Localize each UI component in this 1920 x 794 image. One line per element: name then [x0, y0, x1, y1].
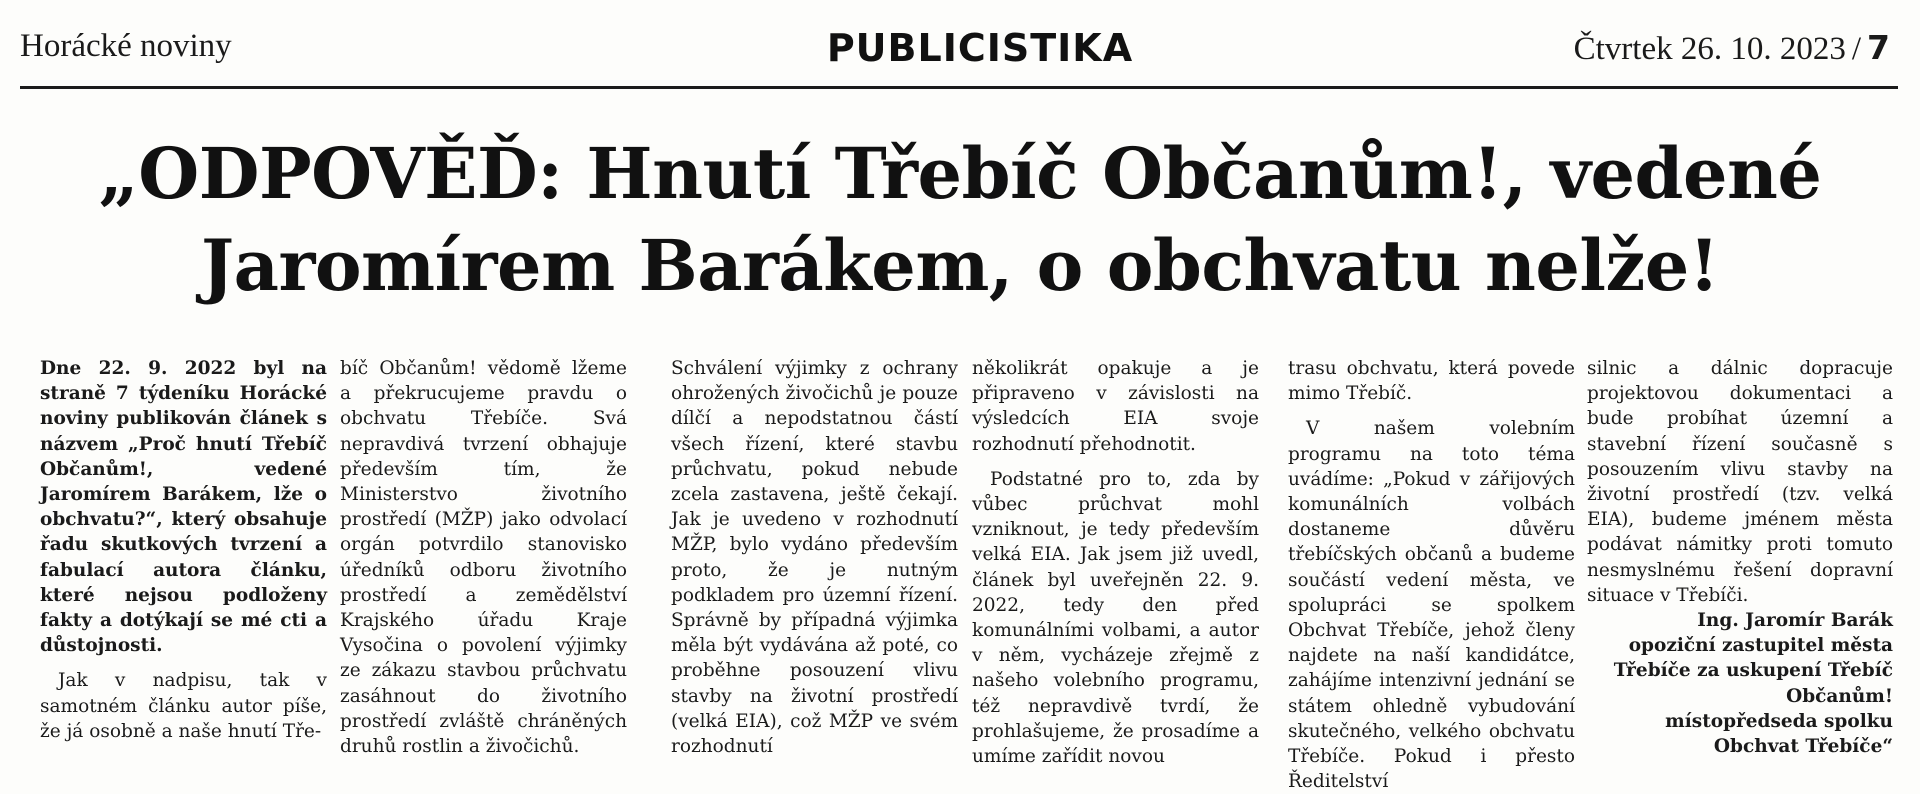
paragraph: Podstatné pro to, zda by vůbec průchvat mohl vzniknout, je tedy především velká EIA. Jak jsem již uvedl, článek byl uveřejněn 22. 9. 2022, tedy den před komunálními volbami, a autor v něm, vycházeje zřejmě z našeho volebního programu, též nepravdivě tvrdí, že prohlašujeme, že prosadíme a umíme zařídit novou: [972, 468, 1259, 768]
column-5: [1288, 356, 1575, 794]
article-headline: [20, 128, 1900, 312]
author-name: Ing. Jaromír Barák: [1697, 610, 1893, 632]
page-header: [20, 22, 1900, 82]
paragraph: trasu obchvatu, která povede mimo Třebíč.: [1288, 358, 1575, 405]
column-4: [972, 356, 1259, 769]
paragraph: Jak v nadpisu, tak v samotném článku autor píše, že já osobně a naše hnutí Tře-: [40, 670, 327, 742]
article-body: [40, 356, 1910, 793]
author-role: opoziční zastupitel města Třebíče za uskupení Třebíč Občanům!: [1613, 635, 1893, 707]
lead-paragraph: Dne 22. 9. 2022 byl na straně 7 týdeníku Horácké noviny publikován článek s názvem „Proč hnutí Třebíč Občanům!, vedené Jaromírem Barákem, lže o obchvatu?“, který obsahuje řadu skutkových tvrzení a fabulací autora článku, které nejsou podloženy fakty a dotýkají se mé cti a důstojnosti.: [40, 358, 327, 657]
paragraph: silnic a dálnic dopracuje projektovou dokumentaci a bude probíhat územní a stavební řízení současně s posouzením vlivu stavby na životní prostředí (tzv. velká EIA), budeme jménem města podávat námitky proti tomuto nesmyslnému řešení dopravní situace v Třebíči.: [1587, 358, 1893, 606]
paragraph: několikrát opakuje a je připraveno v závislosti na výsledcích EIA svoje rozhodnutí přehodnotit.: [972, 358, 1259, 455]
column-6: [1587, 356, 1893, 759]
newspaper-name: Horácké noviny: [20, 28, 232, 64]
section-title: PUBLICISTIKA: [826, 26, 1134, 70]
header-separator: /: [1851, 31, 1862, 67]
column-2: [340, 356, 627, 759]
issue-date: Čtvrtek 26. 10. 2023: [1573, 31, 1846, 67]
page-number: 7: [1867, 28, 1890, 67]
date-and-page: [1574, 28, 1890, 68]
author-role: místopředseda spolku Obchvat Třebíče“: [1665, 710, 1893, 758]
headline-line-1: „ODPOVĚĎ: Hnutí Třebíč Občanům!, vedené: [98, 132, 1822, 215]
header-rule: [20, 86, 1898, 89]
paragraph: V našem volebním programu na toto téma uvádíme: „Pokud v zářijových komunálních volbách dostaneme důvěru třebíčských občanů a budeme součástí vedení města, ve spolupráci se spolkem Obchvat Třebíče, jehož členy najdete na naší kandidátce, zahájíme intenzivní jednání se státem ohledně vybudování skutečného, velkého obchvatu Třebíče. Pokud i přesto Ředitelství: [1288, 418, 1575, 793]
headline-line-2: Jaromírem Barákem, o obchvatu nelže!: [200, 224, 1720, 307]
paragraph: bíč Občanům! vědomě lžeme a překrucujeme pravdu o obchvatu Třebíče. Svá nepravdivá tvrzení obhajuje především tím, že Ministerstvo životního prostředí (MŽP) jako odvolací orgán potvrdilo stanovisko úředníků odboru životního prostředí a zemědělství Krajského úřadu Kraje Vysočina o povolení výjimky ze zákazu stavbou průchvatu zasáhnout do životního prostředí zvláště chráněných druhů rostlin a živočichů.: [340, 358, 627, 758]
paragraph: Schválení výjimky z ochrany ohrožených živočichů je pouze dílčí a nepodstatnou částí všech řízení, které stavbu průchvatu, pokud nebude zcela zastavena, ještě čekají. Jak je uvedeno v rozhodnutí MŽP, bylo vydáno především proto, že je nutným podkladem pro územní řízení. Správně by případná výjimka měla být vydávána až poté, co proběhne posouzení vlivu stavby na životní prostředí (velká EIA), což MŽP ve svém rozhodnutí: [671, 358, 958, 758]
column-3: [671, 356, 958, 759]
column-1: [40, 356, 327, 744]
author-signature: [1587, 608, 1893, 759]
